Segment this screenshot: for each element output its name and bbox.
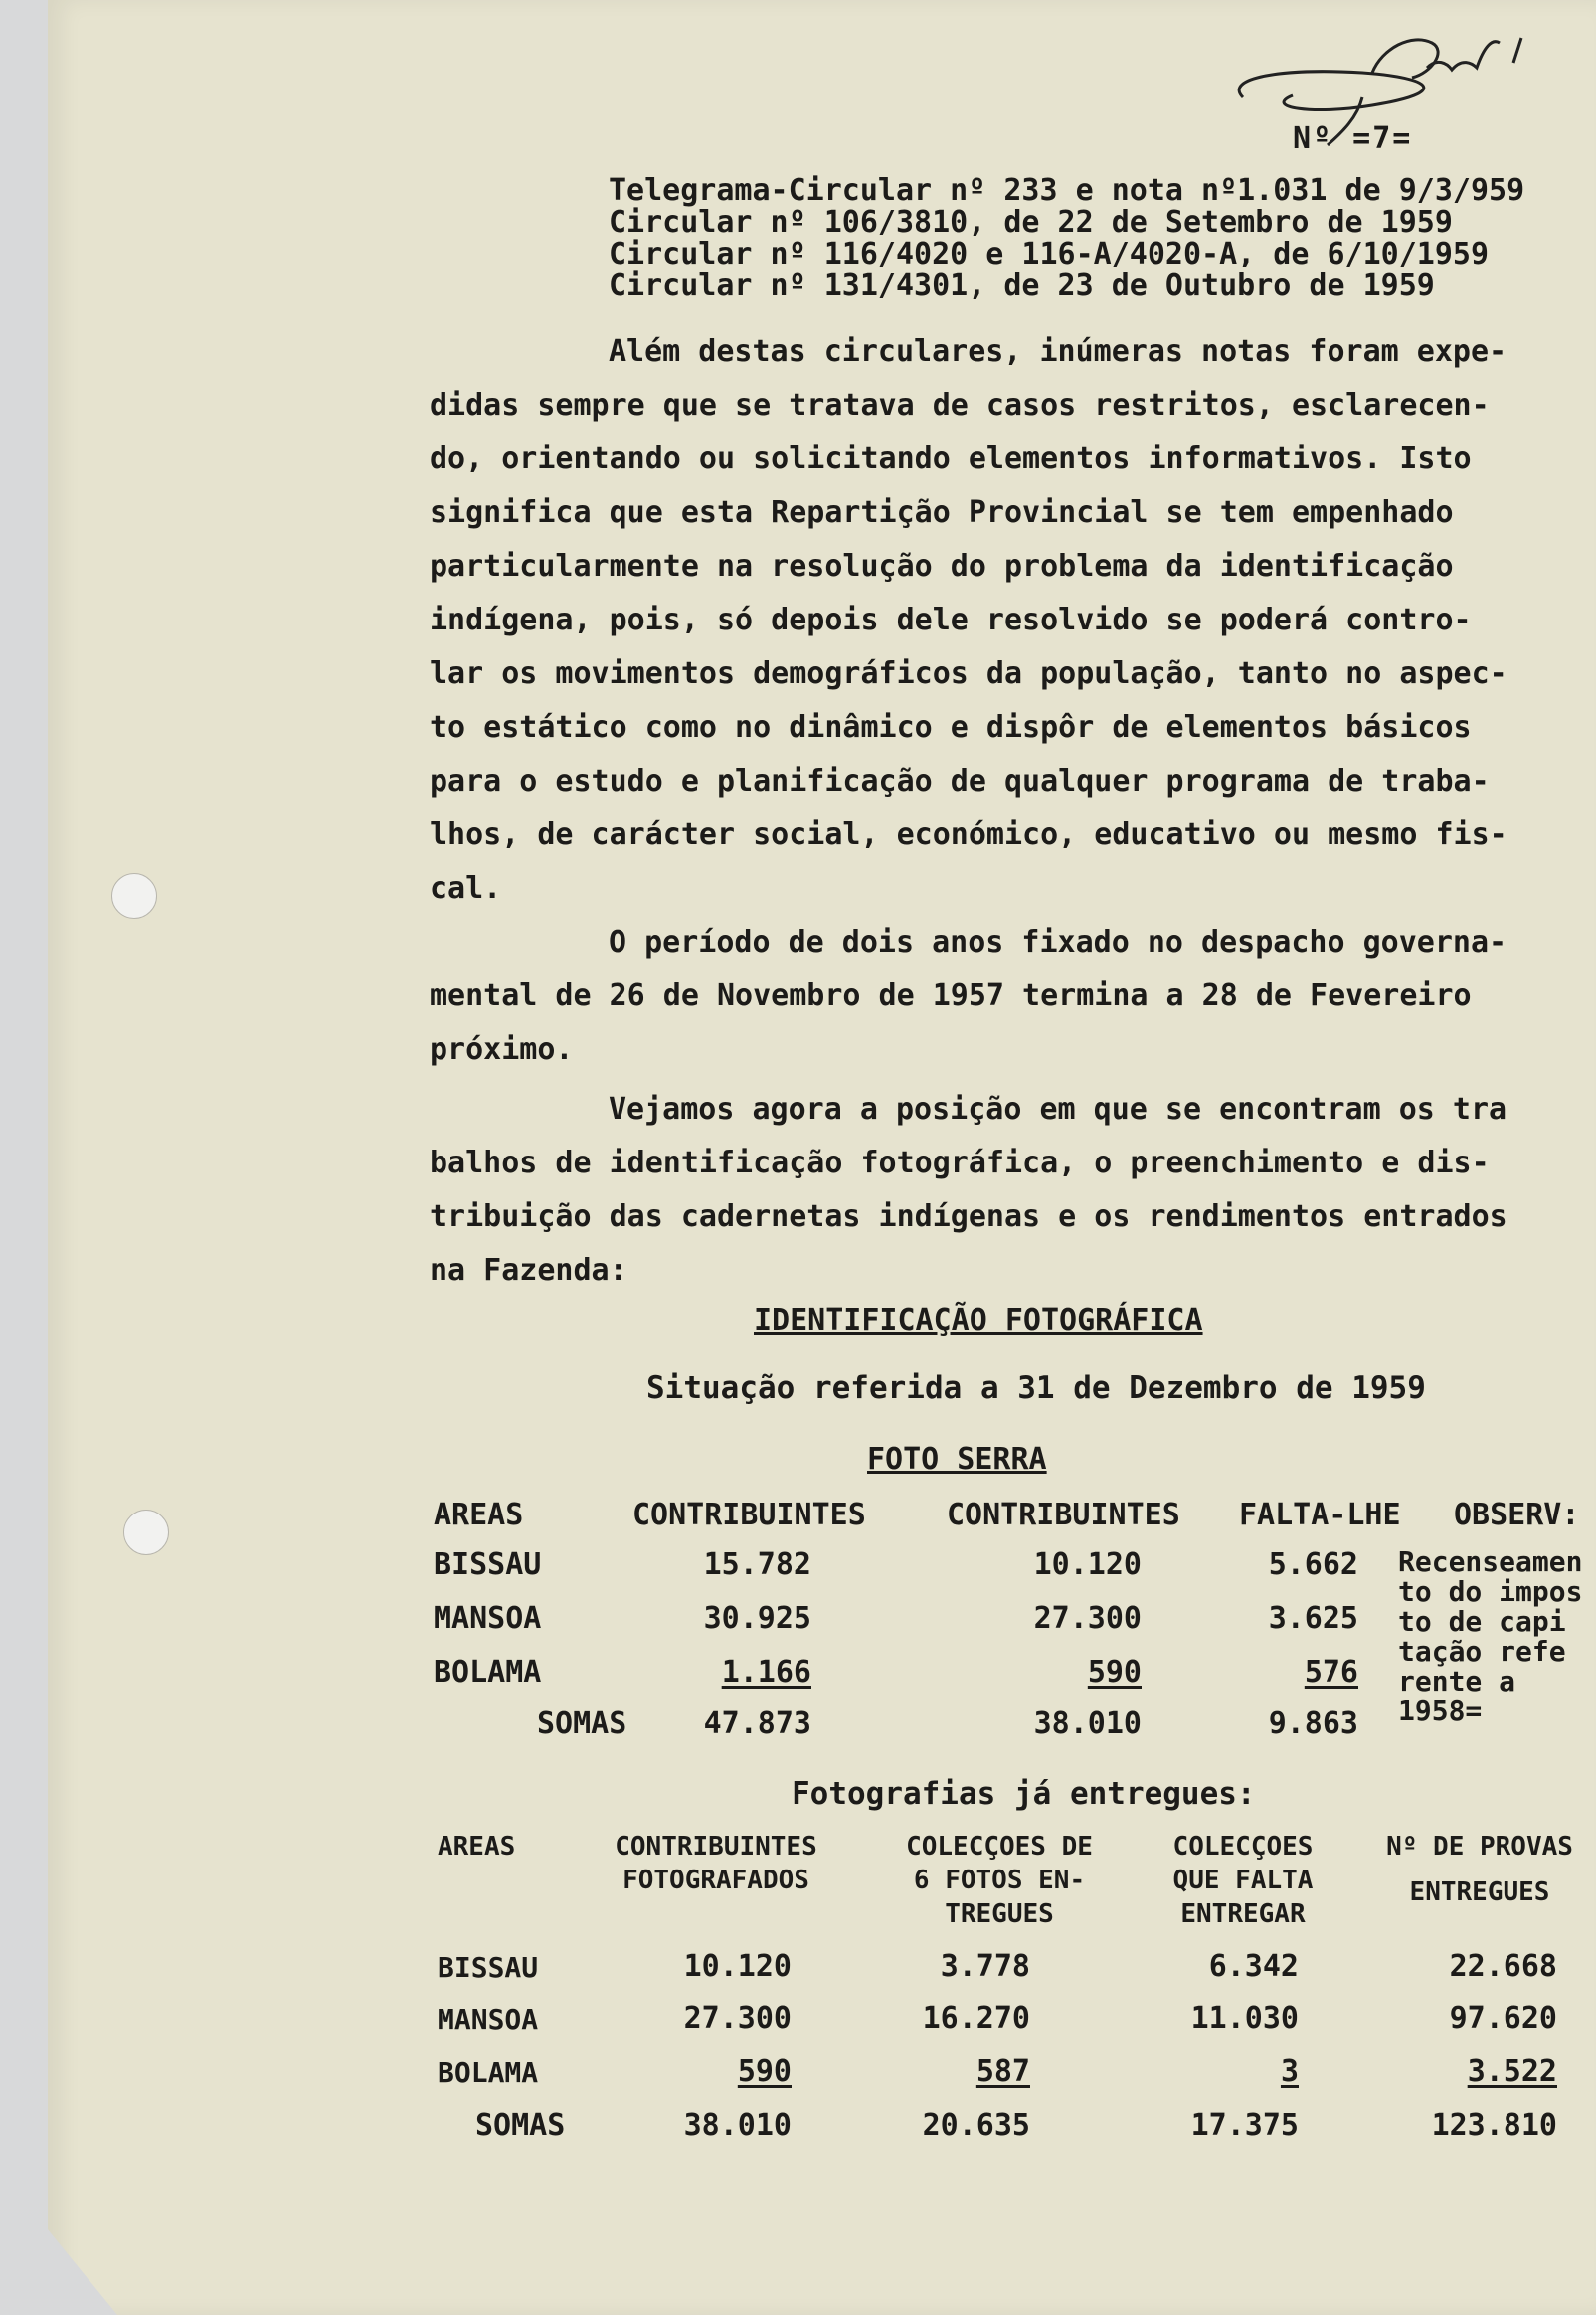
table1-value: 27.300 — [1033, 1601, 1142, 1636]
observ-line: to de capi — [1398, 1605, 1566, 1638]
table2-value: 587 — [975, 2054, 1030, 2089]
table1-totals-label: SOMAS — [537, 1706, 627, 1741]
table2-header-provas — [1368, 1830, 1591, 1909]
table2-header-area: AREAS — [438, 1832, 516, 1862]
table1-header-observ: OBSERV: — [1454, 1498, 1580, 1532]
table2-title: Fotografias já entregues: — [792, 1776, 1256, 1812]
table2-value: 6.342 — [1208, 1949, 1299, 1984]
table2-value: 590 — [737, 2054, 792, 2089]
paragraph-line: significa que esta Repartição Provincial se tem empenhado — [430, 495, 1454, 530]
table1-value: 5.662 — [1268, 1547, 1358, 1582]
header-line: CONTRIBUINTES — [615, 1832, 817, 1862]
paragraph-line: to estático como no dinâmico e dispôr de elementos básicos — [430, 710, 1472, 745]
paragraph-line: didas sempre que se tratava de casos restritos, esclarecen- — [430, 388, 1490, 423]
punch-hole — [123, 1510, 169, 1555]
paragraph-line: indígena, pois, só depois dele resolvido se poderá contro- — [430, 603, 1472, 637]
observ-line: tação refe — [1398, 1635, 1566, 1668]
table2-total: 38.010 — [683, 2108, 792, 2143]
table1-area: BISSAU — [434, 1547, 542, 1582]
circular-references — [609, 175, 1524, 302]
table2-total: 123.810 — [1431, 2108, 1557, 2143]
paragraph-line: próximo. — [430, 1032, 574, 1067]
section-subtitle: Situação referida a 31 de Dezembro de 1959 — [646, 1370, 1426, 1406]
table2-header-contribuintes — [577, 1830, 855, 1897]
table2-area: MANSOA — [438, 2003, 539, 2036]
paragraph-line: Além destas circulares, inúmeras notas foram expe- — [609, 334, 1507, 369]
observ-line: rente a — [1398, 1665, 1516, 1697]
paragraph-line: mental de 26 de Novembro de 1957 termina a 28 de Fevereiro — [430, 979, 1472, 1013]
table1-value: 576 — [1304, 1655, 1358, 1690]
paragraph-line: O período de dois anos fixado no despacho governa- — [609, 925, 1507, 960]
table2-value: 27.300 — [683, 2001, 792, 2036]
table1-value: 10.120 — [1033, 1547, 1142, 1582]
table-title: FOTO SERRA — [867, 1442, 1047, 1477]
observ-line: to do impos — [1398, 1575, 1583, 1608]
paragraph-line: particularmente na resolução do problema da identificação — [430, 549, 1454, 584]
table2-value: 3.522 — [1467, 2054, 1557, 2089]
header-line: 6 FOTOS EN- — [913, 1866, 1086, 1895]
paragraph-line: do, orientando ou solicitando elementos informativos. Isto — [430, 442, 1472, 476]
table2-value: 10.120 — [683, 1949, 792, 1984]
observ-line: Recenseamen — [1398, 1545, 1583, 1578]
header-line: Nº DE PROVAS — [1386, 1832, 1573, 1862]
table2-value: 16.270 — [922, 2001, 1030, 2036]
table1-value: 30.925 — [703, 1601, 811, 1636]
header-line: COLECÇOES DE — [906, 1832, 1093, 1862]
reference-line: Circular nº 116/4020 e 116-A/4020-A, de 6/10/1959 — [609, 237, 1490, 271]
page-number: Nº =7= — [1293, 121, 1413, 156]
paragraph-line: cal. — [430, 871, 502, 906]
header-line: ENTREGUES — [1409, 1877, 1550, 1907]
header-line: ENTREGAR — [1180, 1899, 1306, 1929]
header-line: TREGUES — [945, 1899, 1054, 1929]
table1-value: 15.782 — [703, 1547, 811, 1582]
binder-strip — [0, 0, 48, 2315]
reference-line: Telegrama-Circular nº 233 e nota nº1.031 de 9/3/959 — [609, 173, 1525, 208]
table1-header-contribuintes-2: CONTRIBUINTES — [947, 1498, 1180, 1532]
table2-total: 20.635 — [922, 2108, 1030, 2143]
table1-total: 47.873 — [703, 1706, 811, 1741]
reference-line: Circular nº 131/4301, de 23 de Outubro de 1959 — [609, 268, 1435, 303]
table2-value: 3 — [1280, 2054, 1299, 2089]
header-line: FOTOGRAFADOS — [622, 1866, 809, 1895]
header-line: COLECÇOES — [1172, 1832, 1314, 1862]
table1-area: MANSOA — [434, 1601, 542, 1636]
paragraph-line: lar os movimentos demográficos da população, tanto no aspec- — [430, 656, 1507, 691]
table2-value: 11.030 — [1190, 2001, 1299, 2036]
reference-line: Circular nº 106/3810, de 22 de Setembro de 1959 — [609, 205, 1453, 240]
table2-area: BOLAMA — [438, 2056, 539, 2089]
table1-value: 1.166 — [721, 1655, 811, 1690]
observ-line: 1958= — [1398, 1694, 1483, 1727]
table1-value: 590 — [1087, 1655, 1142, 1690]
paragraph-line: na Fazenda: — [430, 1253, 627, 1288]
table1-header-area: AREAS — [434, 1498, 524, 1532]
paragraph-line: lhos, de carácter social, económico, educativo ou mesmo fis- — [430, 817, 1507, 852]
table2-totals-label: SOMAS — [475, 2108, 566, 2143]
paragraph-line: Vejamos agora a posição em que se encontram os tra — [609, 1092, 1507, 1127]
punch-hole — [111, 873, 157, 919]
paragraph-line: balhos de identificação fotográfica, o preenchimento e dis- — [430, 1146, 1490, 1180]
table2-header-falta — [1144, 1830, 1342, 1931]
table2-value: 22.668 — [1449, 1949, 1557, 1984]
table2-header-coleccoes — [875, 1830, 1124, 1931]
table1-area: BOLAMA — [434, 1655, 542, 1690]
table1-total: 9.863 — [1268, 1706, 1358, 1741]
table2-total: 17.375 — [1190, 2108, 1299, 2143]
table1-value: 3.625 — [1268, 1601, 1358, 1636]
paragraph-line: tribuição das cadernetas indígenas e os rendimentos entrados — [430, 1199, 1507, 1234]
section-title: IDENTIFICAÇÃO FOTOGRÁFICA — [754, 1303, 1203, 1337]
paragraph-line: para o estudo e planificação de qualquer programa de traba- — [430, 764, 1490, 799]
table2-area: BISSAU — [438, 1951, 539, 1984]
table2-value: 97.620 — [1449, 2001, 1557, 2036]
table1-observ-note — [1398, 1547, 1582, 1726]
table1-header-falta: FALTA-LHE — [1239, 1498, 1401, 1532]
header-line: QUE FALTA — [1172, 1866, 1314, 1895]
table1-total: 38.010 — [1033, 1706, 1142, 1741]
table2-value: 3.778 — [940, 1949, 1030, 1984]
table1-header-contribuintes: CONTRIBUINTES — [632, 1498, 866, 1532]
torn-corner — [48, 2229, 117, 2315]
